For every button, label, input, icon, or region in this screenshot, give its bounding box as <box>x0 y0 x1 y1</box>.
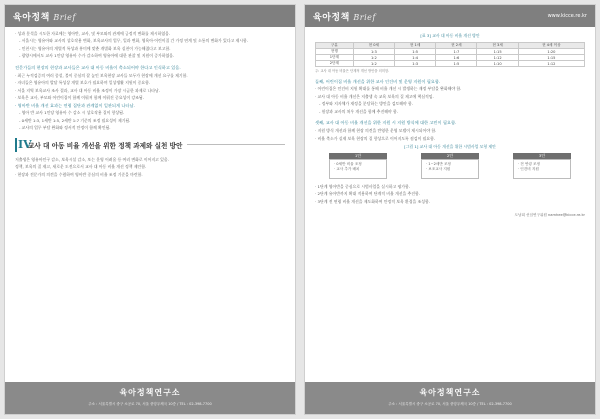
table-cell: 1:3 <box>353 49 394 55</box>
paragraph: · 지원 방식 개선과 함께 현장 의견을 반영한 운영 모델이 제시되어야 함. <box>315 128 437 134</box>
table-cell: 1:3 <box>394 61 435 67</box>
diagram-item: · 전 연령 조정 <box>518 161 540 166</box>
diagram-column-title: 1안 <box>329 153 387 159</box>
diagram-column <box>421 153 479 179</box>
left-body <box>15 31 285 378</box>
table-row <box>316 61 585 67</box>
paragraph: 저출생은 영유아인구 감소, 보육시설 감소, 또는 운영 어려움 등 여러 변화로 이어지고 있음. <box>15 156 169 162</box>
table-caption: [표 3] 교사 대 아동 비율 개선 방안 <box>420 33 480 38</box>
table-header-cell: 현 2세 <box>436 43 477 49</box>
paragraph: · 현장과 전문가의 의견을 수렴하여 영아반 중심의 비율 조정 기준을 마련함. <box>15 171 143 177</box>
table-cell: 1:7 <box>436 49 477 55</box>
paragraph-group-1 <box>15 73 285 102</box>
site-url: www.kicce.re.kr <box>547 13 587 19</box>
diagram-column <box>329 153 387 179</box>
paragraph: - 0세반 1:3, 1세반 1:5, 2세반 1:7 기준의 조정 필요성이 제기됨. <box>19 117 131 123</box>
paragraph: · 자녀들은 영유아의 발달 특성상 개별 보호가 필요하며 일상생활 지원이 중요함. <box>15 80 151 86</box>
page-header <box>5 5 295 27</box>
table-cell: 1:15 <box>477 49 518 55</box>
table-cell: 1:6 <box>436 55 477 61</box>
table-cell: 2단계 <box>316 61 354 67</box>
paragraph: · 3단계 전 연령 비율 개선을 제도화하여 안정적 보육 환경을 조성함. <box>315 198 431 204</box>
paragraph: · 2단계 유아반까지 확대 적용하여 단계적 비율 개선을 추진함. <box>315 191 421 197</box>
paragraph: - 영아 반 교사 1인당 영유아 수 감소 시 상호작용 질이 향상됨. <box>19 110 125 116</box>
paragraph: 정책, 보육의 질 제고, 새로운 도전으로서 교사 대 아동 비율 개선 정책 제안함. <box>15 164 147 170</box>
table-header-cell: 구분 <box>316 43 354 49</box>
page-footer <box>5 382 295 414</box>
ratio-table <box>315 42 585 67</box>
intro-paragraphs <box>15 31 285 60</box>
paragraph-group-2 <box>315 128 585 142</box>
brand-title: 육아정책 Brief <box>13 13 76 23</box>
subheading-2: 셋째, 교사 대 아동 비율 개선을 위한 지원 시 지원 방식에 대한 고민이 필요함. <box>315 120 457 126</box>
author-line: 도남희 선임연구위원 namhee@kicce.re.kr <box>514 212 585 217</box>
footer-address: 주소 : 서울특별시 중구 소공로 70, 서울 중앙우체국 10층 / TEL : 02-398-7700 <box>388 402 512 406</box>
table-cell: 1:2 <box>353 61 394 67</box>
table-cell: 1단계 <box>316 55 354 61</box>
diagram-item: · 0세반 비율 조정 <box>334 161 362 166</box>
diagram-column-box <box>329 159 387 179</box>
table-header-cell: 현 4세 이상 <box>518 43 584 49</box>
paragraph: · 서울 지역 보육교사 조사 결과, 교사 대 아동 비율 조정이 가장 시급한 과제로 나타남. <box>15 87 161 93</box>
table-cell: 1:2 <box>353 55 394 61</box>
closing-paragraphs <box>15 157 285 178</box>
table-cell: 현행 <box>316 49 354 55</box>
table-cell: 1:5 <box>394 49 435 55</box>
paragraph-group-2 <box>15 110 285 131</box>
paragraph: · 교사 대 아동 비율 개선은 저출생 속 교육 보육의 질 제고에 핵심적임. <box>315 93 434 99</box>
subheading-1: 둘째, 어린이집 비율 개선을 위한 교사 인건비 및 운영 지원이 필요함. <box>315 78 441 84</box>
paragraph: · 비율 축소가 실제 보육 현장의 질 향상으로 이어지도록 점검이 필요함. <box>315 135 436 141</box>
diagram-column-box <box>513 159 571 179</box>
diagram-item: · 교사 추가 배치 <box>334 166 360 171</box>
right-page <box>304 4 596 415</box>
subheading-2: · 영아반 비율 개선 효과는 연령 집단과 관계없이 일관되게 나타남. <box>15 102 135 108</box>
page-header <box>305 5 595 27</box>
diagram-column <box>513 153 571 179</box>
section-rule <box>187 144 285 145</box>
paragraph: · 어린이집은 인건비 지원 확대를 통해 비율 개선 시 발생하는 재정 부담을 완화해야 함. <box>315 86 462 92</box>
table-cell: 1:5 <box>436 61 477 67</box>
table-cell: 1:4 <box>394 55 435 61</box>
diagram-column-title: 2안 <box>421 153 479 159</box>
footer-logo: 육아정책연구소 <box>419 388 481 397</box>
diagram-column-box <box>421 159 479 179</box>
table-body <box>316 49 585 67</box>
diagram-item: · 보조교사 지원 <box>426 166 451 171</box>
diagram-item: · 1~2세반 조정 <box>426 161 451 166</box>
paragraph: - 교사의 업무 부담 완화와 정서적 안정이 함께 확인됨. <box>19 125 111 131</box>
paragraph-group-3 <box>315 184 585 205</box>
right-body <box>315 31 585 378</box>
diagram-caption: [그림 1] 교사 대 아동 개선을 위한 시범사업 모형 제안 <box>404 143 496 149</box>
paragraph: · 1단계 영아반을 중심으로 시범사업을 실시하고 평가함. <box>315 183 411 189</box>
table-cell: 1:15 <box>518 55 584 61</box>
table-header-cell: 현 0세 <box>353 43 394 49</box>
paragraph: · 최근 누적검증의 여러 종설, 불이 중심의 잘 높인 보육현장 교사들 모두가 현장에 개선 요구를 제기함. <box>15 72 188 78</box>
section-title: 교사 대 아동 비율 개선을 위한 정책 과제와 실천 방안 <box>28 141 183 150</box>
paragraph: - 인천시는 영유아의 개별적 특성과 흥미에 맞춘 개별화 보육 실천이 가능해졌다고 보고함. <box>19 45 171 51</box>
diagram-item: · 인건비 지원 <box>518 166 539 171</box>
table-header-cell: 현 3세 <box>477 43 518 49</box>
left-page <box>4 4 296 415</box>
model-diagram <box>329 153 571 179</box>
table-note: 주: 교사 대 아동 비율은 단계적 개선 방안을 의미함. <box>315 69 390 73</box>
paragraph: - 정부와 지자체가 재정을 분담하는 방안을 검토해야 함. <box>319 101 413 107</box>
paragraph: - 광양시에서도 교사 1인당 영유아 수가 감소하여 영유아에 대한 관찰 및 지원이 증가하였음. <box>19 53 175 59</box>
brand-title: 육아정책 Brief <box>313 13 376 23</box>
table-cell: 1:20 <box>518 49 584 55</box>
paragraph-group-1 <box>315 86 585 115</box>
table-cell: 1:10 <box>477 61 518 67</box>
section-number: IV <box>15 138 25 152</box>
table-cell: 1:12 <box>477 55 518 61</box>
table-cell: 1:12 <box>518 61 584 67</box>
diagram-column-title: 3안 <box>513 153 571 159</box>
footer-address: 주소 : 서울특별시 중구 소공로 70, 서울 중앙우체국 10층 / TEL : 02-398-7700 <box>88 402 212 406</box>
page-footer <box>305 382 595 414</box>
table-header-cell: 현 1세 <box>394 43 435 49</box>
subheading-1: 전문가들의 현장의 현장과 교사들은 교사 대 아동 비율이 축소되어야 한다고 인식하고 있음. <box>15 64 181 70</box>
section-heading <box>15 138 285 152</box>
footer-logo: 육아정책연구소 <box>119 388 181 397</box>
paragraph: - 서울시는 영유아와 교사의 상호작용 변화, 보육교사의 업무, 일과 변화, 영육아·어린이집 간 가정 연계 및 소통의 변화가 있다고 제시함. <box>19 38 249 44</box>
paragraph: · 성과 분석을 시도한 자료에는 영아반, 교사, 및 부모와의 관계에 긍정적 변화를 제시하였음. <box>15 31 171 36</box>
paragraph: · 보육은 교사, 부모와 어린이집이 함께 이뤄져 함께 이뤄진 중요성이 강조됨. <box>15 95 144 101</box>
paragraph: - 원장과 교사의 처우 개선을 함께 추진해야 함. <box>319 108 398 114</box>
